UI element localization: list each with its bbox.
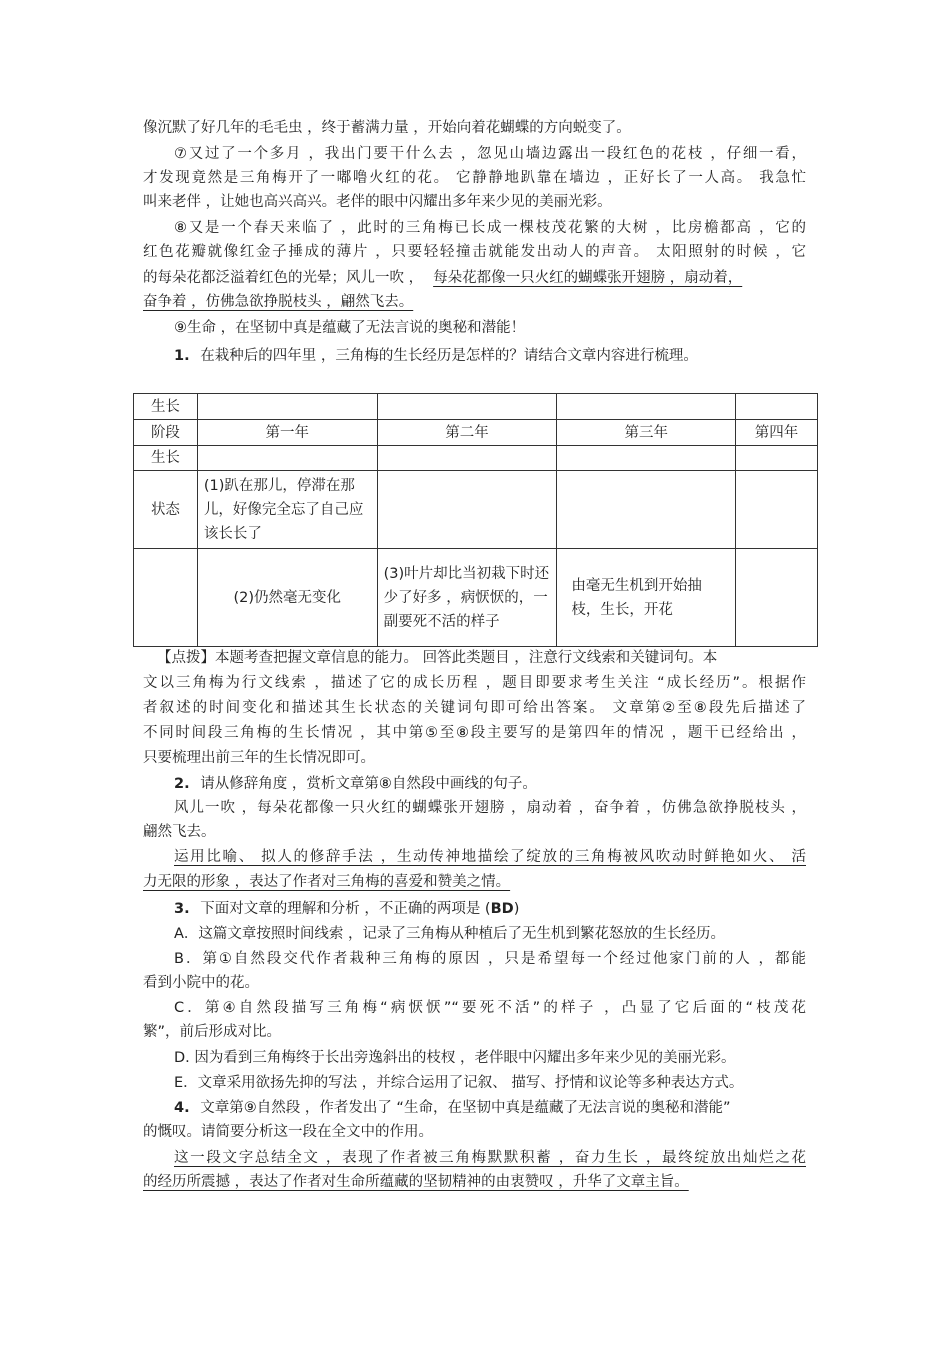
growth-table xyxy=(133,393,818,647)
option-c: C．第④自然段描写三角梅“病恹恹”“要死不活”的样子 ，凸显了它后面的“枝茂花 xyxy=(174,1000,806,1016)
year-header: 第二年 xyxy=(377,420,557,446)
answer-text: 的经历所震撼 ，表达了作者对生命所蕴藏的坚韧精神的由衷赞叹 ，升华了文章主旨。 xyxy=(143,1174,689,1190)
year-header: 第四年 xyxy=(736,420,818,446)
bracket: ) xyxy=(513,901,520,917)
paragraph-8-line xyxy=(143,292,413,312)
year-header: 第三年 xyxy=(557,420,736,446)
passage-line: 像沉默了好几年的毛毛虫 ，终于蓄满力量 ，开始向着花蝴蝶的方向蜕变了。 xyxy=(143,120,631,136)
year-header: 第一年 xyxy=(197,420,377,446)
paragraph-7-line: 叫来老伴 ，让她也高兴高兴。老伴的眼中闪耀出多年来少见的美丽光彩。 xyxy=(143,194,612,210)
paragraph-8-line: 红色花瓣就像红金子捶成的薄片 ，只要轻轻撞击就能发出动人的声音。 太阳照射的时候 ，它 xyxy=(143,244,806,260)
answer-line: 这一段文字总结全文 ，表现了作者被三角梅默默积蓄 ，奋力生长 ，最终绽放出灿烂之花 xyxy=(174,1150,806,1166)
hint-line: 不同时间段三角梅的生长情况 ，其中第⑤至⑧段主要写的是第四年的情况 ，题干已经给出 ， xyxy=(143,725,806,741)
option-d: D. 因为看到三角梅终于长出旁逸斜出的枝杈 ，老伴眼中闪耀出多年来少见的美丽光彩。 xyxy=(174,1050,736,1066)
answer-cell: (1)趴在那儿，停滞在那儿，好像完全忘了自己应该长长了 xyxy=(197,471,377,549)
underlined-sentence: 奋争着 ，仿佛急欲挣脱枝头 ，翩然飞去。 xyxy=(143,294,414,310)
question-text: 在栽种后的四年里 ，三角梅的生长经历是怎样的？请结合文章内容进行梳理。 xyxy=(200,348,698,364)
option-b: B．第①自然段交代作者栽种三角梅的原因 ，只是希望每一个经过他家门前的人 ，都能 xyxy=(174,951,806,967)
hint-line: 文以三角梅为行文线索 ，描述了它的成长历程 ，题目即要求考生关注 “成长经历”。根据作 xyxy=(143,675,806,691)
question-text: 请从修辞角度 ，赏析文章第⑧自然段中画线的句子。 xyxy=(200,776,537,792)
row-label: 阶段 xyxy=(134,420,198,446)
option-a: A．这篇文章按照时间线索 ，记录了三角梅从种植后了无生机到繁花怒放的生长经历。 xyxy=(174,926,726,942)
option-e: E．文章采用欲扬先抑的写法 ，并综合运用了记叙、 描写、抒情和议论等多种表达方式。 xyxy=(174,1075,744,1091)
paragraph-7-line: ⑦又过了一个多月 ，我出门要干什么去 ，忽见山墙边露出一段红色的花枝 ，仔细一看， xyxy=(174,146,806,162)
answer-line xyxy=(143,872,510,892)
paragraph-8-line: ⑧又是一个春天来临了 ，此时的三角梅已长成一棵枝茂花繁的大树 ，比房檐都高 ，它的 xyxy=(174,220,806,236)
paragraph-9: ⑨生命 ，在坚韧中真是蕴藏了无法言说的奥秘和潜能！ xyxy=(174,320,526,336)
question-number: 2. xyxy=(174,776,190,792)
hint-label: 【点拨】 xyxy=(157,650,215,666)
question-number: 3. xyxy=(174,901,190,917)
hint-line: 只要梳理出前三年的生长情况即可。 xyxy=(143,750,375,766)
option-b: 看到小院中的花。 xyxy=(143,975,259,991)
answer-cell: (2)仍然毫无变化 xyxy=(197,549,377,647)
question-text: 下面对文章的理解和分析 ，不正确的两项是 ( xyxy=(200,901,491,917)
option-c: 繁”，前后形成对比。 xyxy=(143,1024,282,1040)
row-label: 生长 xyxy=(134,446,198,471)
question-2 xyxy=(174,774,537,794)
paragraph-8-line xyxy=(143,268,806,288)
answer-line: 运用比喻、 拟人的修辞手法 ，生动传神地描绘了绽放的三角梅被风吹动时鲜艳如火、 活 xyxy=(174,849,806,865)
answer-line xyxy=(143,1172,689,1192)
quoted-sentence: 风儿一吹 ，每朵花都像一只火红的蝴蝶张开翅膀 ，扇动着 ，奋争着 ，仿佛急欲挣脱枝头 ， xyxy=(174,800,806,816)
hint-line xyxy=(157,648,806,668)
underlined-sentence: 每朵花都像一只火红的蝴蝶张开翅膀 ，扇动着， xyxy=(433,270,743,286)
question-number: 4. xyxy=(174,1100,190,1116)
question-text: 的慨叹。请简要分析这一段在全文中的作用。 xyxy=(143,1124,433,1140)
question-text: 文章第⑨自然段 ，作者发出了 “生命，在坚韧中真是蕴藏了无法言说的奥秘和潜能” xyxy=(200,1100,731,1116)
question-number: 1. xyxy=(174,348,190,364)
quoted-sentence: 翩然飞去。 xyxy=(143,824,216,840)
answer-choice: BD xyxy=(490,901,514,917)
paragraph-8-text: 的每朵花都泛溢着红色的光晕；风儿一吹 ， xyxy=(143,270,424,286)
answer-cell: 由毫无生机到开始抽枝，生长，开花 xyxy=(557,549,736,647)
hint-text: 本题考查把握文章信息的能力。 回答此类题目 ，注意行文线索和关键词句。本 xyxy=(215,650,718,666)
row-label: 状态 xyxy=(134,471,198,549)
question-1 xyxy=(174,346,698,366)
answer-text: 力无限的形象 ，表达了作者对三角梅的喜爱和赞美之情。 xyxy=(143,874,511,890)
paragraph-7-line: 才发现竟然是三角梅开了一嘟噜火红的花。 它静静地趴靠在墙边 ，正好长了一人高。 我急忙 xyxy=(143,170,806,186)
hint-line: 者叙述的时间变化和描述其生长状态的关键词句即可给出答案。 文章第②至⑧段先后描述了 xyxy=(143,700,806,716)
row-label: 生长 xyxy=(134,394,198,420)
question-3 xyxy=(174,899,519,919)
question-4 xyxy=(174,1098,730,1118)
answer-cell: (3)叶片却比当初栽下时还少了好多 ，病恹恹的，一副要死不活的样子 xyxy=(377,549,557,647)
